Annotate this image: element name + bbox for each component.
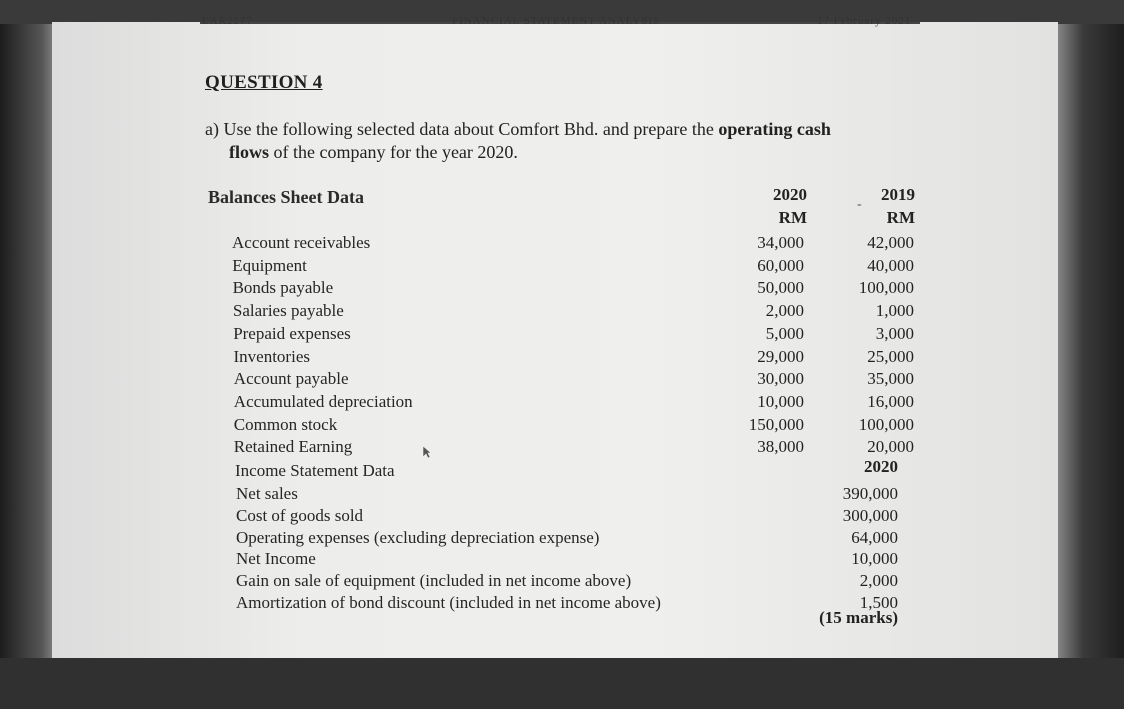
value-2020: 390,000 <box>842 484 898 503</box>
balance-sheet-row <box>52 233 1058 255</box>
value-2019: 25,000 <box>867 346 914 366</box>
question-title: QUESTION 4 <box>205 72 323 93</box>
stray-mark: - <box>857 197 862 212</box>
value-2020: 2,000 <box>765 301 804 321</box>
row-label: Net sales <box>236 484 298 503</box>
income-statement-row <box>52 571 1058 593</box>
balance-sheet-row <box>52 256 1058 278</box>
row-label: Amortization of bond discount (included in net income above) <box>236 593 661 612</box>
row-label: Salaries payable <box>232 301 344 321</box>
row-label: Account payable <box>233 369 349 389</box>
photo-background-right <box>1056 24 1124 660</box>
row-label: Accumulated depreciation <box>233 391 413 411</box>
income-statement-heading: Income Statement Data <box>235 461 395 480</box>
photo-background-left <box>0 24 52 660</box>
income-statement-heading-row <box>52 461 1058 483</box>
value-2019: 42,000 <box>867 233 914 252</box>
row-label: Prepaid expenses <box>233 323 351 343</box>
value-2019: 100,000 <box>858 278 914 298</box>
row-label: Equipment <box>232 255 307 275</box>
marks-label: (15 marks) <box>819 608 898 627</box>
value-2020: 30,000 <box>757 369 804 389</box>
row-label: Cost of goods sold <box>236 505 364 525</box>
value-2019: 16,000 <box>867 391 914 411</box>
balance-sheet-row <box>52 347 1058 369</box>
value-2020: 5,000 <box>765 323 804 343</box>
row-label: Retained Earning <box>233 437 353 457</box>
row-label: Net Income <box>236 549 316 569</box>
row-label: Common stock <box>233 414 338 434</box>
intro-bold-1: operating cash <box>718 119 831 139</box>
value-2020: 64,000 <box>851 527 898 547</box>
col-2019-header: 2019 <box>881 185 915 204</box>
value-2019: 100,000 <box>858 414 914 434</box>
row-label: Gain on sale of equipment (included in net income above) <box>236 571 632 591</box>
header-date: 17 February 2021 <box>817 15 912 27</box>
balance-sheet-row <box>52 278 1058 300</box>
balance-sheet-row <box>52 324 1058 346</box>
income-statement-row <box>52 528 1058 550</box>
income-statement-row <box>52 549 1058 571</box>
photo-background-bottom <box>0 658 1124 709</box>
value-2019: 40,000 <box>867 255 914 275</box>
question-intro <box>205 118 925 164</box>
balance-sheet-row <box>52 437 1058 459</box>
value-2020: 50,000 <box>757 278 804 298</box>
value-2019: 3,000 <box>875 323 914 343</box>
income-statement-row <box>52 506 1058 528</box>
col-2020-header: 2020 <box>773 185 807 204</box>
balance-sheet-heading: Balances Sheet Data <box>208 187 364 207</box>
mouse-pointer-icon <box>422 445 432 459</box>
value-2020: 10,000 <box>851 549 898 569</box>
value-2020: 38,000 <box>757 437 804 457</box>
value-2019: 35,000 <box>867 369 914 389</box>
income-statement-row <box>52 593 1058 615</box>
row-label: Account receivables <box>232 233 371 252</box>
exam-paper <box>52 15 1058 658</box>
value-2020: 1,500 <box>859 593 898 612</box>
row-label: Bonds payable <box>232 278 334 298</box>
value-2020: 10,000 <box>757 391 804 411</box>
row-label: Inventories <box>233 346 310 366</box>
balance-sheet-row <box>52 392 1058 414</box>
value-2020: 34,000 <box>757 233 804 252</box>
income-statement-year: 2020 <box>864 457 898 476</box>
balance-sheet-row <box>52 369 1058 391</box>
value-2020: 2,000 <box>859 571 898 591</box>
intro-bold-2: flows <box>229 142 269 162</box>
row-label: Operating expenses (excluding depreciation expense) <box>236 527 600 547</box>
intro-text-2: of the company for the year 2020. <box>269 142 518 162</box>
col-2020-unit: RM <box>778 208 807 227</box>
income-statement-row <box>52 484 1058 506</box>
value-2020: 300,000 <box>842 505 898 525</box>
value-2019: 1,000 <box>875 301 914 321</box>
value-2019: 20,000 <box>867 437 914 457</box>
header-course-code: EAR2277 <box>202 15 253 27</box>
intro-text-1: a) Use the following selected data about Comfort Bhd. and prepare the <box>205 119 719 139</box>
col-2019-unit: RM <box>886 208 915 227</box>
balance-sheet-row <box>52 415 1058 437</box>
header-subject: FINANCIAL STATEMENT ANALYSIS <box>452 15 661 27</box>
value-2020: 60,000 <box>757 255 804 275</box>
value-2020: 150,000 <box>748 414 804 434</box>
balance-sheet-row <box>52 301 1058 323</box>
value-2020: 29,000 <box>757 346 804 366</box>
